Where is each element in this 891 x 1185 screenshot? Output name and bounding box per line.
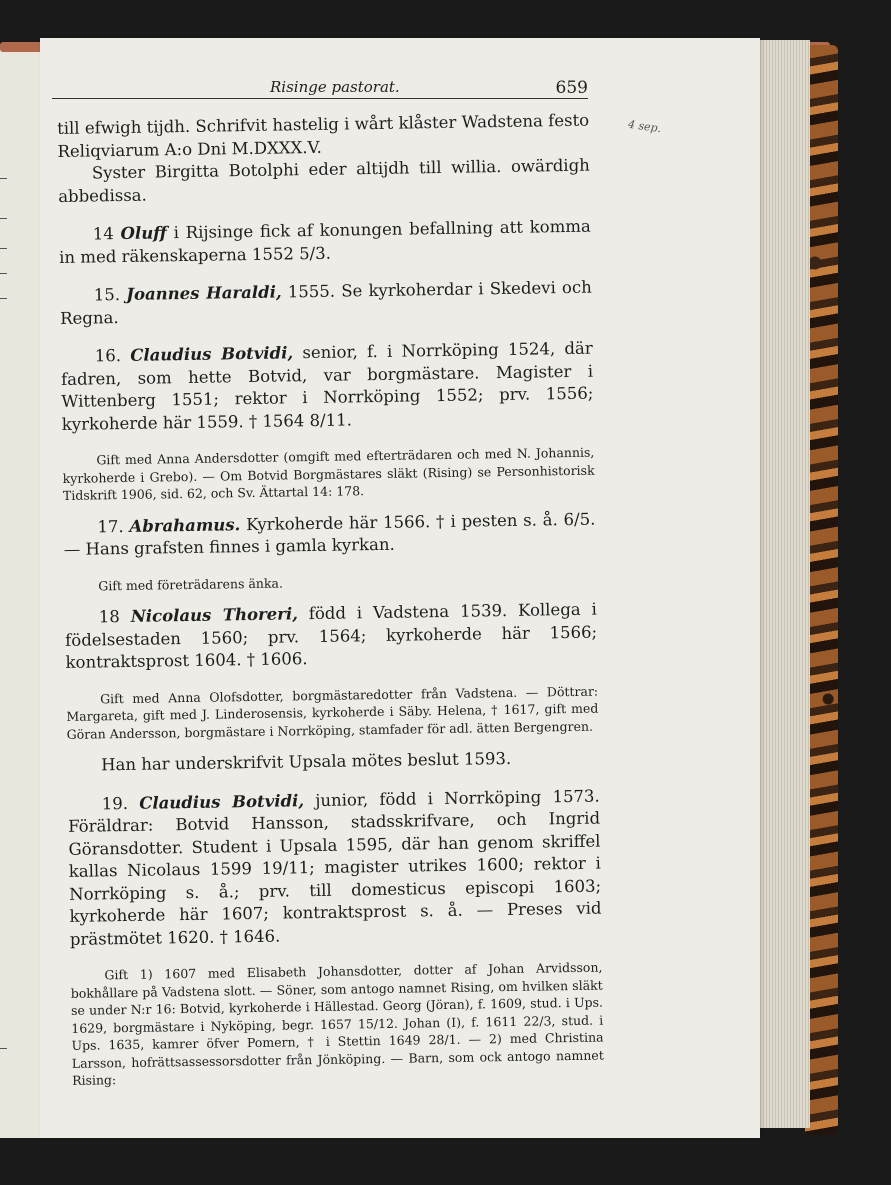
entry-paragraph — [68, 785, 602, 951]
entry-text: junior, född i Norrköping 1573. Föräldrar: Botvid Hansson, stadsskrifvare, och Ingrid Göransdotter. Student i Upsala 1595, där han genom skriffel kallas Nicolaus 1599 19/11; magister utrikes 1600; rektor i Norrköping s. å.; prv. till domesticus episcopi 1603; kyrkoherde här 1607; kontraktsprost s. å. — Preses vid prästmötet 1620. † 1646. — [67, 786, 602, 949]
entry-text: 1555. Se kyrkoherdar i Skedevi och Regna. — [59, 277, 592, 328]
entry-name: Abrahamus. — [129, 514, 241, 536]
entry-number: 16. — [94, 346, 122, 366]
header-rule — [52, 98, 588, 99]
entry-name: Claudius Botvidi, — [139, 790, 305, 813]
note-paragraph: Gift med Anna Andersdotter (omgift med efterträdaren och med N. Johannis, kyrkoherde i Grebo). — Om Botvid Borgmästares släkt (Rising) se Personhistorisk Tidskrift 1906, sid. 62, och Sv. Ättartal 14: 178. — [62, 444, 595, 503]
entry-paragraph — [61, 338, 594, 436]
note-paragraph: Gift med Anna Olofsdotter, borgmästaredotter från Vadstena. — Döttrar: Margareta, gift med J. Linderosensis, kyrkoherde i Säby. Helena, † 1617, gift med Göran Andersson, borgmästare i Norrköping, stamfader för adl. ätten Bergengren. — [66, 683, 599, 742]
entry-text: senior, f. i Norrköping 1524, där fadren, som hette Botvid, var borgmästare. Magister i Wittenberg 1551; rektor i Norrköping 1552; prv. 1556; kyrkoherde här 1559. † 1564 8/11. — [60, 338, 594, 434]
entry-number: 18 — [98, 607, 120, 627]
entry-number: 17. — [97, 516, 124, 536]
page-number: 659 — [555, 78, 588, 98]
entry-paragraph — [65, 599, 598, 675]
entry-number: 19. — [101, 793, 129, 813]
note-paragraph: Gift med företrädarens änka. — [98, 575, 284, 593]
entry-number: 15. — [93, 285, 121, 305]
entry-name: Joannes Haraldi, — [126, 282, 282, 304]
entry-paragraph — [63, 508, 596, 561]
text-paragraph: till efwigh tijdh. Schrifvit hastelig i wårt klåster Wadstena festo Reliqviarum A:o Dni M.DXXX.V. — [57, 110, 590, 161]
entry-text: i Rijsinge fick af konungen befallning att komma in med räkenskaperna 1552 5/3. — [59, 216, 591, 267]
entry-number: 14 — [92, 224, 114, 244]
running-title: Risinge pastorat. — [270, 78, 400, 96]
entry-text: född i Vadstena 1539. Kollega i födelsestaden 1560; prv. 1564; kyrkoherde här 1566; kontraktsprost 1604. † 1606. — [65, 599, 598, 672]
text-paragraph: Syster Birgitta Botolphi eder altijdh till willia. owärdigh abbedissa. — [58, 155, 590, 206]
entry-name: Claudius Botvidi, — [130, 343, 294, 365]
entry-paragraph — [59, 216, 592, 269]
left-page-edge — [0, 48, 42, 1138]
note-paragraph: Gift 1) 1607 med Elisabeth Johansdotter, dotter af Johan Arvidsson, bokhållare på Vadstena slott. — Söner, som antogo namnet Rising, om hvilken släkt se under N:r 16: Botvid, kyrkoherde i Hällestad. Georg (Jöran), f. 1609, stud. i Ups. 1629, borgmästare i Nyköping, begr. 1657 15/12. Johan (I), f. 1611 22/3, stud. i Ups. 1635, kamrer öfver Pomern, † i Stettin 1649 28/1. — 2) med Christina Larsson, hofrättsassessorsdotter från Jönköping. — Barn, som ock antogo namnet Rising: — [70, 959, 604, 1088]
entry-name: Nicolaus Thoreri, — [130, 604, 299, 626]
text-paragraph: Han har underskrifvit Upsala mötes beslut 1593. — [101, 748, 512, 775]
handwritten-margin-note: 4 sep. — [627, 117, 662, 136]
entry-text: Kyrkoherde här 1566. † i pesten s. å. 6/5. — Hans grafsten finnes i gamla kyrkan. — [63, 509, 596, 559]
entry-paragraph — [60, 277, 593, 330]
entry-name: Oluff — [120, 223, 168, 244]
page-text — [57, 110, 604, 1102]
